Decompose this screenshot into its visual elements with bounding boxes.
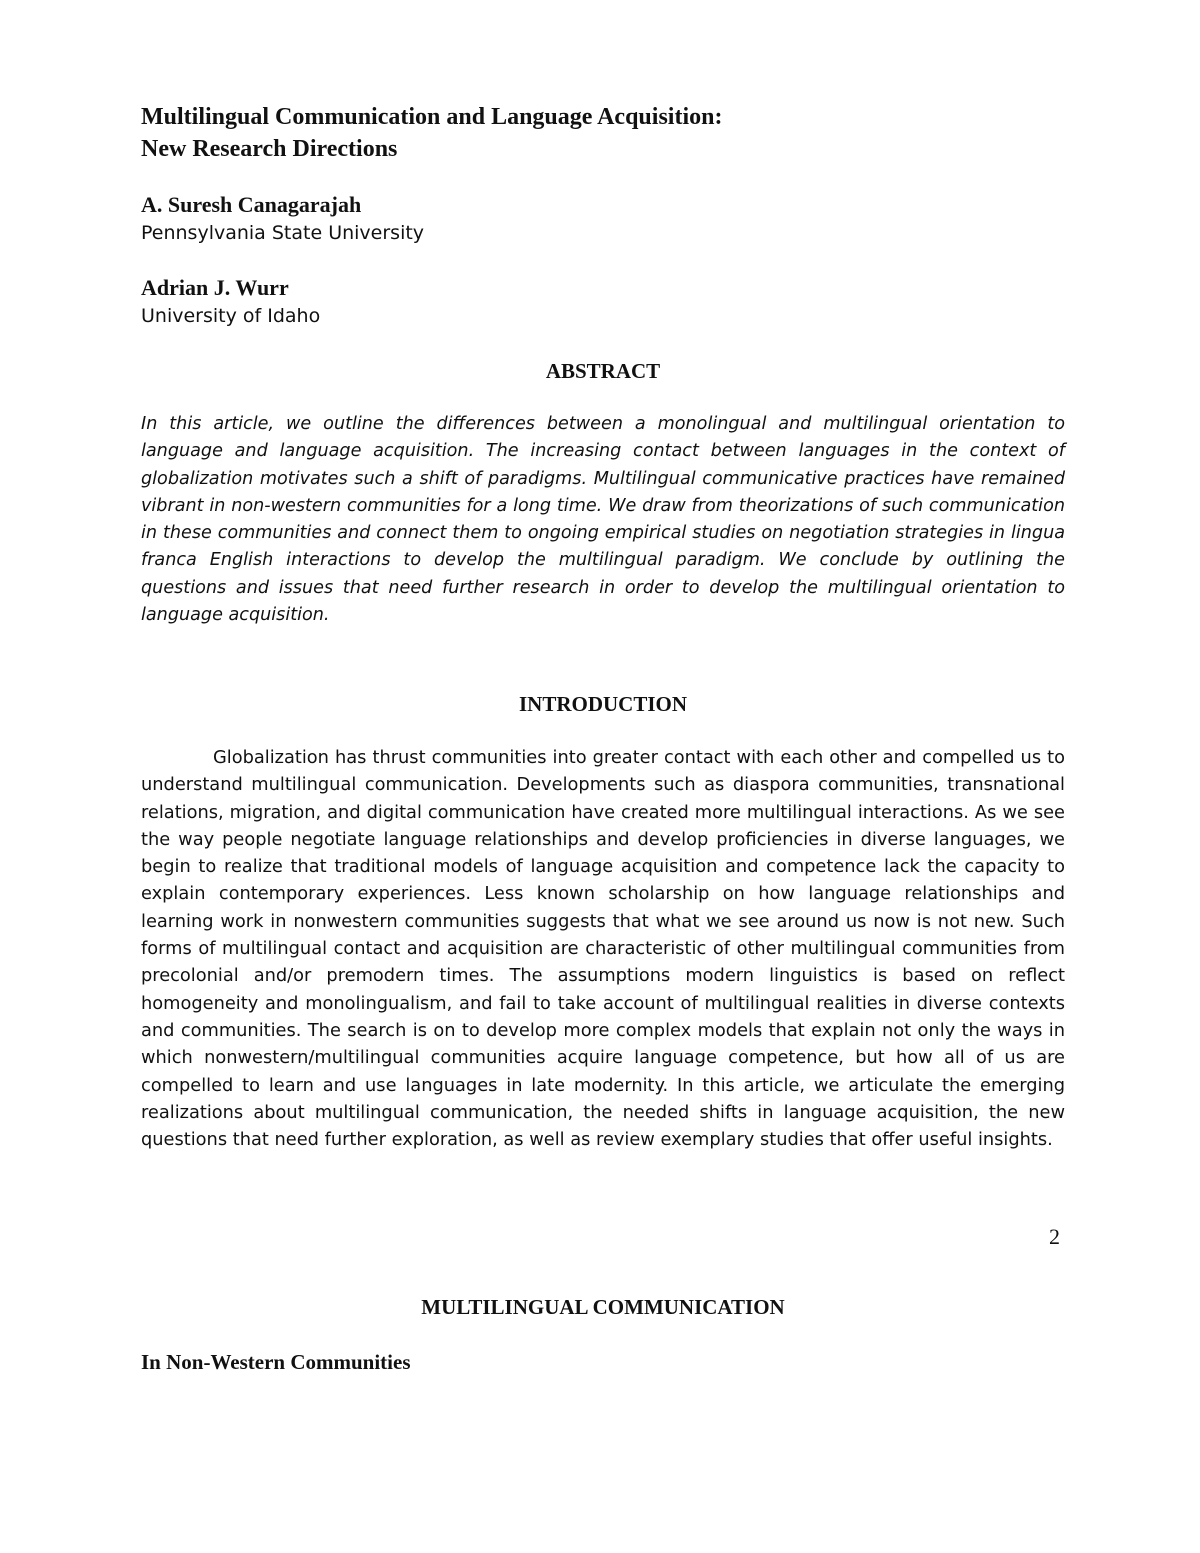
author-name: Adrian J. Wurr [141,275,289,300]
section-heading: MULTILINGUAL COMMUNICATION [421,1295,785,1319]
author-block [141,274,1041,330]
author-block [141,191,1041,247]
page-number: 2 [1049,1224,1060,1249]
title-line-2: New Research Directions [141,136,398,162]
abstract-heading: ABSTRACT [545,359,661,383]
author-name: A. Suresh Canagarajah [141,192,362,217]
author-affiliation: University of Idaho [141,305,321,327]
subsection-heading: In Non-Western Communities [141,1350,411,1374]
paper-title [141,101,1071,165]
title-line-1: Multilingual Communication and Language Acquisition: [141,104,723,130]
introduction-paragraph: Globalization has thrust communities into greater contact with each other and compelled us to understand multilingual communication. Developments such as diaspora communities, transnational relations, migration, and digital communication have created more multilingual interactions. As we see the way people negotiate language relationships and develop proficiencies in diverse languages, we begin to realize that traditional models of language acquisition and competence lack the capacity to explain contemporary experiences. Less known scholarship on how language relationships and learning work in nonwestern communities suggests that what we see around us now is not new. Such forms of multilingual contact and acquisition are characteristic of other multilingual communities from precolonial and/or premodern times. The assumptions modern linguistics is based on reflect homogeneity and monolingualism, and fail to take account of multilingual realities in diverse contexts and communities. The search is on to develop more complex models that explain not only the ways in which nonwestern/multilingual communities acquire language competence, but how all of us are compelled to learn and use languages in late modernity. In this article, we articulate the emerging realizations about multilingual communication, the needed shifts in language acquisition, the new questions that need further exploration, as well as review exemplary studies that offer useful insights. [141,747,1065,1151]
introduction-heading: INTRODUCTION [518,692,688,716]
abstract-text: In this article, we outline the differences between a monolingual and multilingual orientation to language and language acquisition. The increasing contact between languages in the context of globalization motivates such a shift of paradigms. Multilingual communicative practices have remained vibrant in non-western communities for a long time. We draw from theorizations of such communication in these communities and connect them to ongoing empirical studies on negotiation strategies in lingua franca English interactions to develop the multilingual paradigm. We conclude by outlining the questions and issues that need further research in order to develop the multilingual orientation to language acquisition. [141,414,1065,626]
author-affiliation: Pennsylvania State University [141,222,425,244]
